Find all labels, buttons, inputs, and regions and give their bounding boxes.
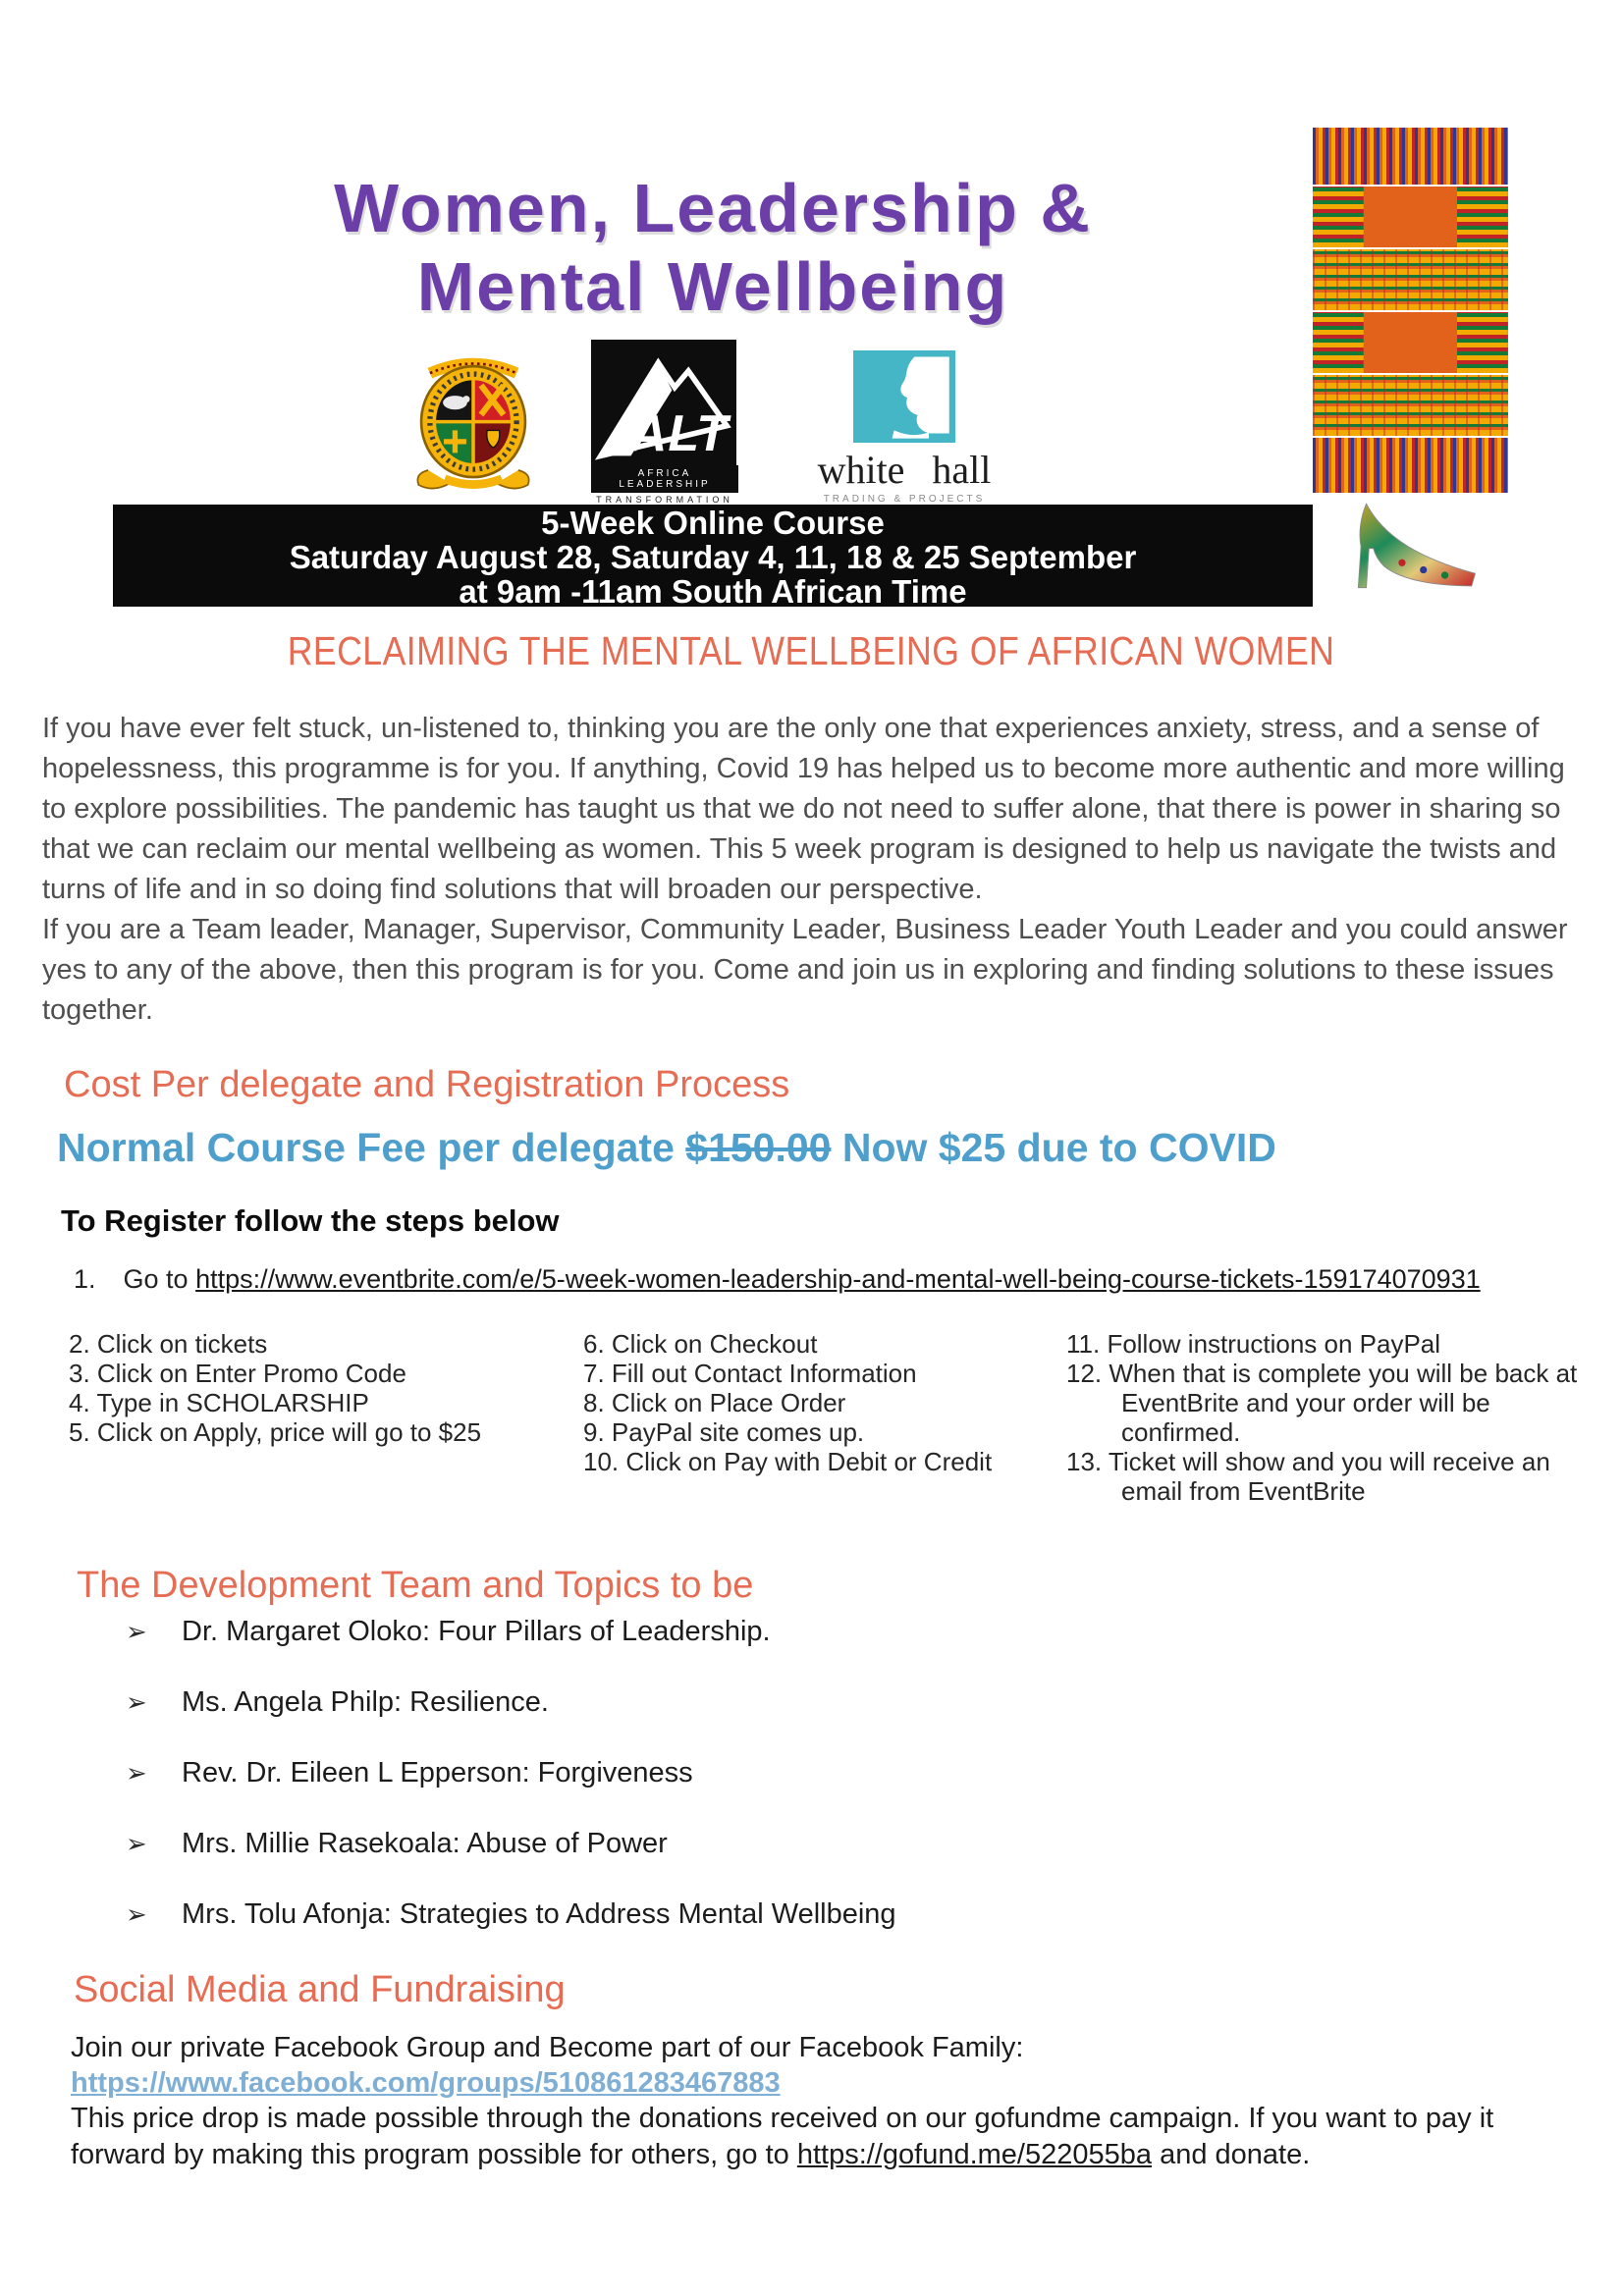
team-member-text: Mrs. Tolu Afonja: Strategies to Address Mental Wellbeing xyxy=(182,1898,896,1930)
team-member-item xyxy=(42,1757,1535,1789)
intro-paragraph-2: If you are a Team leader, Manager, Supervisor, Community Leader, Business Leader Youth Leader and you could answer yes to any of the above, then this program is for you. Come and join us in exploring and finding solutions to these issues together. xyxy=(42,914,1568,1026)
kente-pattern-image xyxy=(1313,128,1508,493)
alt-caption-line2: TRANSFORMATION xyxy=(596,495,733,505)
social-heading: Social Media and Fundraising xyxy=(74,1969,566,2010)
arrow-bullet-icon: ➢ xyxy=(126,1899,147,1929)
schedule-line2: Saturday August 28, Saturday 4, 11, 18 & 25 September xyxy=(289,539,1137,575)
fundraising-paragraph xyxy=(71,2101,1555,2173)
fee-prefix: Normal Course Fee per delegate xyxy=(57,1125,686,1170)
registration-step-1 xyxy=(74,1264,1481,1295)
white-hall-subtitle: TRADING & PROJECTS xyxy=(823,494,986,505)
team-member-text: Dr. Margaret Oloko: Four Pillars of Leadership. xyxy=(182,1616,771,1647)
team-member-text: Mrs. Millie Rasekoala: Abuse of Power xyxy=(182,1828,668,1859)
arrow-bullet-icon: ➢ xyxy=(126,1758,147,1788)
step-text: Go to xyxy=(123,1264,196,1294)
registration-step: 2. Click on tickets xyxy=(69,1329,268,1359)
steps-column-3 xyxy=(1066,1329,1585,1506)
registration-step: 9. PayPal site comes up. xyxy=(583,1417,865,1447)
register-heading: To Register follow the steps below xyxy=(61,1203,560,1238)
fee-line xyxy=(57,1125,1276,1171)
white-hall-profile-icon xyxy=(853,350,955,443)
header-banner xyxy=(113,128,1524,610)
course-title-line2: Mental Wellbeing xyxy=(416,248,1009,325)
registration-step: 4. Type in SCHOLARSHIP xyxy=(69,1388,369,1417)
university-crest-logo xyxy=(399,352,548,505)
schedule-line3: at 9am -11am South African Time xyxy=(459,573,967,610)
arrow-bullet-icon: ➢ xyxy=(126,1829,147,1858)
fund-text-after: and donate. xyxy=(1152,2139,1311,2170)
facebook-group-link[interactable]: https://www.facebook.com/groups/510861283467883 xyxy=(71,2067,781,2099)
facebook-intro: Join our private Facebook Group and Become part of our Facebook Family: xyxy=(71,2032,1024,2063)
team-member-text: Ms. Angela Philp: Resilience. xyxy=(182,1686,549,1718)
arrow-bullet-icon: ➢ xyxy=(126,1687,147,1717)
course-title-line1: Women, Leadership & xyxy=(334,170,1092,246)
registration-step: 10. Click on Pay with Debit or Credit xyxy=(583,1447,993,1476)
alt-caption-line1: AFRICA LEADERSHIP xyxy=(591,465,738,493)
eventbrite-link[interactable]: https://www.eventbrite.com/e/5-week-women-leadership-and-mental-well-being-course-tickets-159174070931 xyxy=(195,1264,1481,1294)
banner-main xyxy=(113,128,1313,610)
cost-heading: Cost Per delegate and Registration Process xyxy=(64,1064,790,1105)
registration-step: 12. When that is complete you will be back at EventBrite and your order will be confirmed. xyxy=(1066,1359,1578,1447)
team-member-item xyxy=(42,1686,1535,1718)
fund-text: This price drop is made possible through the donations received on our gofundme campaign. If you want to pay it forward by making this program possible for others, go to xyxy=(71,2103,1494,2170)
course-title xyxy=(334,169,1092,326)
old-price: $150.00 xyxy=(685,1125,832,1170)
intro-paragraph-1: If you have ever felt stuck, un-listened to, thinking you are the only one that experiences anxiety, stress, and a sense of hopelessness, this programme is for you. If anything, Covid 19 has helped us to become more authentic and more willing to explore possibilities. The pandemic has taught us that we do not need to suffer alone, that there is power in sharing so that we can reclaim our mental wellbeing as women. This 5 week program is designed to help us navigate the twists and turns of life and in so doing find solutions that will broaden our perspective. xyxy=(42,713,1565,905)
registration-step: 8. Click on Place Order xyxy=(583,1388,846,1417)
fee-suffix: Now $25 due to COVID xyxy=(831,1125,1276,1170)
team-member-item xyxy=(42,1898,1535,1930)
intro-text xyxy=(42,709,1580,1031)
heel-shoe-image xyxy=(1313,493,1508,599)
registration-step: 3. Click on Enter Promo Code xyxy=(69,1359,406,1388)
team-member-item xyxy=(42,1828,1535,1859)
steps-column-1 xyxy=(69,1329,548,1447)
steps-column-2 xyxy=(583,1329,1055,1476)
banner-side xyxy=(1313,128,1524,601)
white-hall-logo xyxy=(782,350,1027,505)
gofundme-link[interactable]: https://gofund.me/522055ba xyxy=(796,2139,1153,2170)
registration-step: 6. Click on Checkout xyxy=(583,1329,818,1359)
alt-wordmark: ALT xyxy=(629,405,729,462)
schedule-bar xyxy=(113,505,1313,610)
registration-step: 13. Ticket will show and you will receive an email from EventBrite xyxy=(1066,1447,1550,1506)
team-heading: The Development Team and Topics to be xyxy=(77,1565,754,1606)
white-hall-wordmark: white hall xyxy=(817,448,992,492)
alt-mountain-icon xyxy=(591,340,736,465)
registration-step: 11. Follow instructions on PayPal xyxy=(1066,1329,1441,1359)
team-list xyxy=(42,1616,1535,1969)
team-member-text: Rev. Dr. Eileen L Epperson: Forgiveness xyxy=(182,1757,693,1789)
headline: RECLAIMING THE MENTAL WELLBEING OF AFRICAN WOMEN xyxy=(287,628,1335,673)
step-number: 1. xyxy=(74,1264,96,1294)
registration-step: 7. Fill out Contact Information xyxy=(583,1359,917,1388)
registration-step: 5. Click on Apply, price will go to $25 xyxy=(69,1417,482,1447)
alt-logo xyxy=(591,340,738,505)
partner-logos xyxy=(399,340,1027,505)
schedule-line1: 5-Week Online Course xyxy=(541,505,885,541)
team-member-item xyxy=(42,1616,1535,1647)
arrow-bullet-icon: ➢ xyxy=(126,1617,147,1646)
